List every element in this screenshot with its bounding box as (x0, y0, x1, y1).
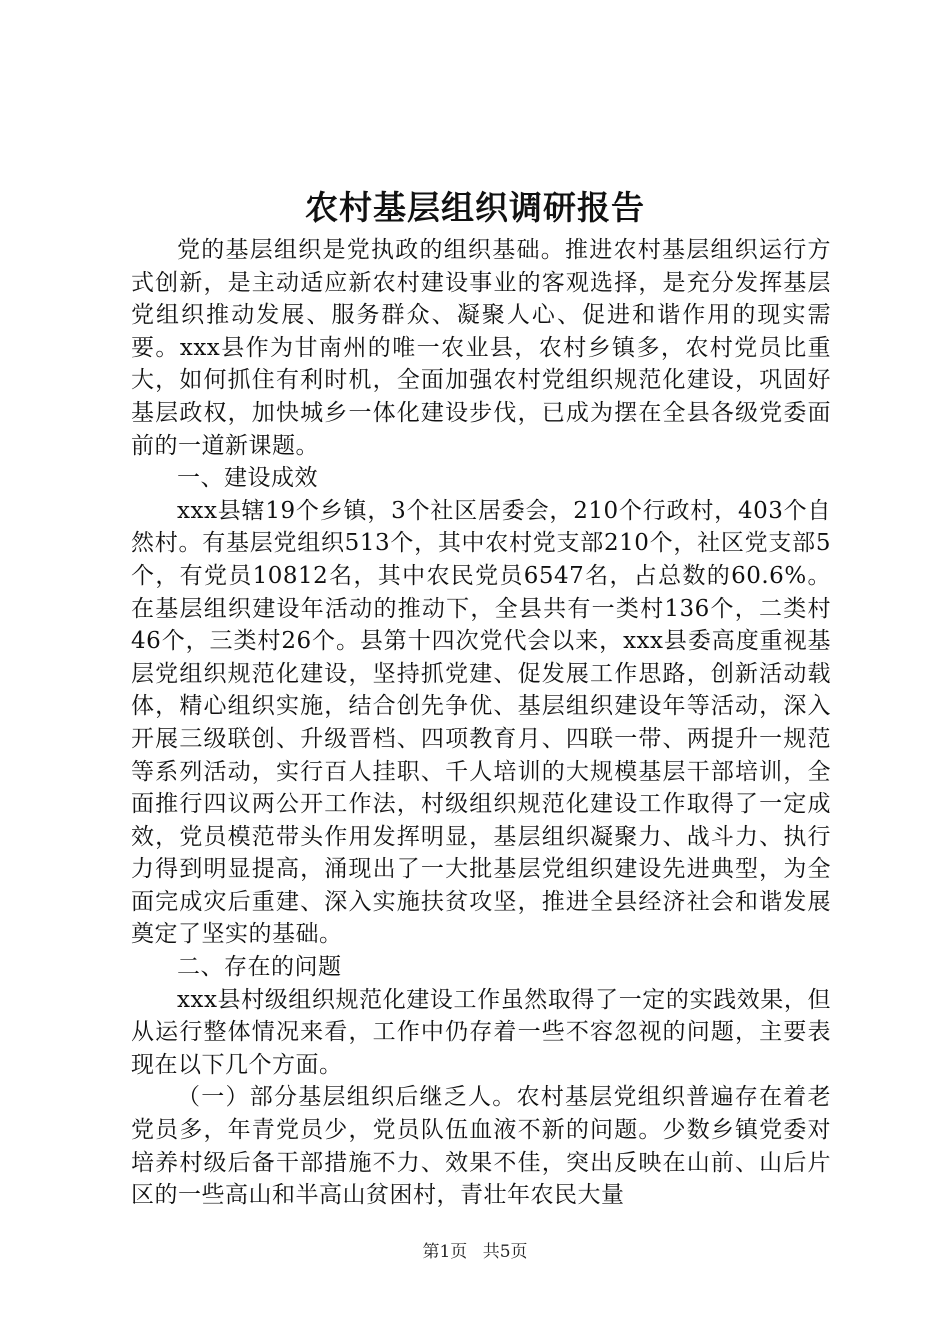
intro-paragraph: 党的基层组织是党执政的组织基础。推进农村基层组织运行方式创新，是主动适应新农村建设事业的客观选择，是充分发挥基层党组织推动发展、服务群众、凝聚人心、促进和谐作用的现实需要。xxx县作为甘南州的唯一农业县，农村乡镇多，农村党员比重大，如何抓住有利时机，全面加强农村党组织规范化建设，巩固好基层政权，加快城乡一体化建设步伐，已成为摆在全县各级党委面前的一道新课题。 (131, 237, 831, 459)
document-title: 农村基层组织调研报告 (305, 188, 645, 227)
problems-intro-paragraph: xxx县村级组织规范化建设工作虽然取得了一定的实践效果，但从运行整体情况来看，工作中仍存着一些不容忽视的问题，主要表现在以下几个方面。 (131, 986, 831, 1078)
page-total: 共5页 (482, 1242, 528, 1262)
section-heading-achievements: 一、建设成效 (177, 465, 318, 492)
problem-one-paragraph: （一）部分基层组织后继乏人。农村基层党组织普遍存在着老党员多，年青党员少，党员队伍血液不新的问题。少数乡镇党委对培养村级后备干部措施不力、效果不佳，突出反映在山前、山后片区的一些高山和半高山贫困村，青壮年农民大量 (131, 1084, 831, 1209)
section-heading-problems: 二、存在的问题 (177, 954, 342, 981)
document-body (131, 234, 831, 1212)
achievements-paragraph: xxx县辖19个乡镇，3个社区居委会，210个行政村，403个自然村。有基层党组织513个，其中农村党支部210个，社区党支部5个，有党员10812名，其中农民党员6547名，占总数的60.6%。在基层组织建设年活动的推动下，全县共有一类村136个，二类村46个，三类村26个。县第十四次党代会以来，xxx县委高度重视基层党组织规范化建设，坚持抓党建、促发展工作思路，创新活动载体，精心组织实施，结合创先争优、基层组织建设年等活动，深入开展三级联创、升级晋档、四项教育月、四联一带、两提升一规范等系列活动，实行百人挂职、千人培训的大规模基层干部培训，全面推行四议两公开工作法，村级组织规范化建设工作取得了一定成效，党员模范带头作用发挥明显，基层组织凝聚力、战斗力、执行力得到明显提高，涌现出了一大批基层党组织建设先进典型，为全面完成灾后重建、深入实施扶贫攻坚，推进全县经济社会和谐发展奠定了坚实的基础。 (131, 497, 831, 948)
page-footer (0, 1241, 950, 1263)
page-number: 第1页 (422, 1242, 468, 1262)
